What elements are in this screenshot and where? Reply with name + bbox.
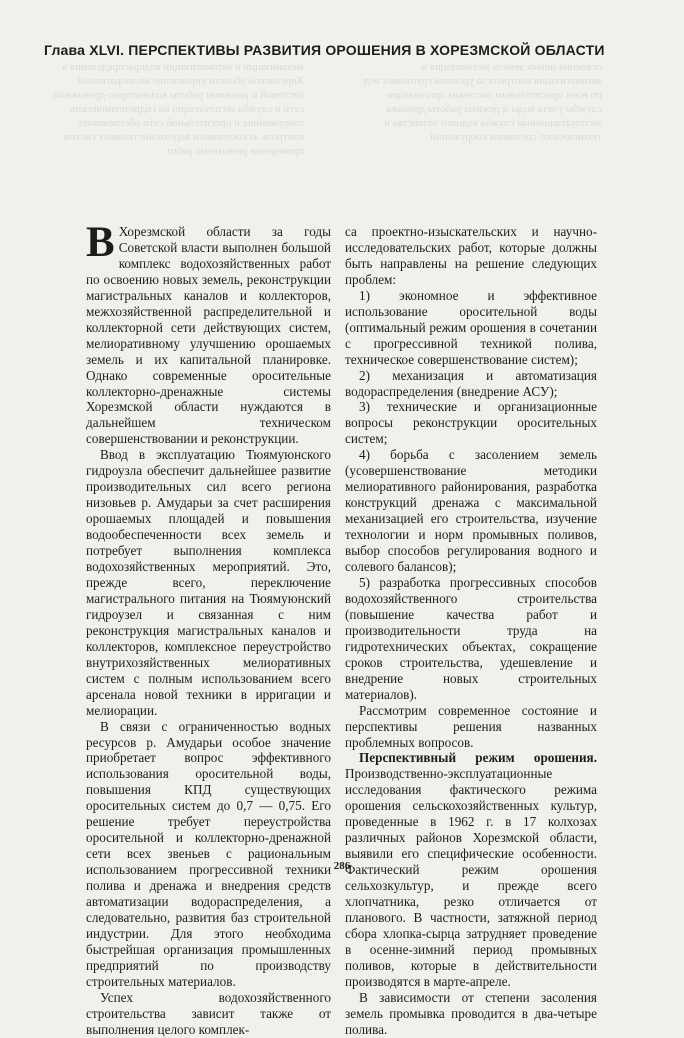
list-item-water-use: 1) экономное и эффективное использование оросительной воды (оптимальный режим орошения в сочетании с прогрессивной техникой полива, техническое совершенствование систем); xyxy=(345,287,597,367)
paragraph-water-resources: В связи с ограниченностью водных ресурсов р. Амударьи особое значение приобретает вопрос эффективного использования оросительной воды, повышения КПД существующих оросительных систем до 0,7 — 0,75. Его решение требует переустройства оросительной и коллекторно-дренажной сети всех звеньев с рациональным использованием прогрессивной техники полива и дренажа и внедрения средств автоматизации водораспределения, а следовательно, развития баз строительной индустрии. Для этого необходима быстрейшая организация промышленных предприятий по производству строительных материалов. xyxy=(86,718,331,989)
intro-paragraph-text: Хорезмской области за годы Советской власти выполнен большой комплекс водохозяйственных работ по освоению новых земель, реконструкции магистральных каналов и коллекторов, межхозяйственной распределительной и коллекторной сети действующих систем, мелиоративному улучшению орошаемых земель и их капитальной планировке. Однако современные оросительные коллекторно-дренажные системы Хорезмской области нуждаются в дальнейшем техническом совершенствовании и реконструкции. xyxy=(86,224,331,447)
irrigation-regime-text: Производственно-эксплуатационные исследования фактического режима орошения сельскохозяйственных культур, проведенные в 1962 г. в 17 колхозах различных районов Хорезмской области, выявили его специфические особенности. Фактический режим орошения сельхозкультур, и прежде всего хлопчатника, резко отличается от планового. В частности, затяжной период сбора хлопка-сырца затрудняет проведение в осенне-зимний период промывных поливов, которые в действительности производятся в марте-апреле. xyxy=(345,766,597,989)
paragraph-continuation: са проектно-изыскательских и научно-исследовательских работ, которые должны быть направлены на решение следующих проблем: xyxy=(345,224,597,287)
show-through-left: механизации и автоматизации водораспределения в Хорезмской области управление мелиоративной системой и режимом работы коллекторно-дренажной сети и служба эксплуатации на гидротехнических сооружениях и оросительной сети обеспечивает контроль за состоянием водохозяйственных систем проведение ремонтных работ xyxy=(53,61,304,157)
left-column xyxy=(86,219,331,1038)
paragraph-construction-success: Успех водохозяйственного строительства зависит также от выполнения целого комплек- xyxy=(86,989,331,1037)
intro-paragraph xyxy=(86,219,331,447)
show-through-right: освоения новых земель механизация и автоматизация контроля за уровнем грунтовых вод по всем оросительным системам организация службы учета воды и режима работы дренажа эксплуатационная служба водного хозяйства и технического состояния сооружений xyxy=(363,61,602,143)
list-item-automation: 2) механизация и автоматизация водораспределения (внедрение АСУ); xyxy=(345,367,597,399)
page-number: 286 xyxy=(333,860,351,872)
list-item-salinization: 4) борьба с засолением земель (усовершенствование методики мелиоративного районирования, разработка конструкций дренажа с максимальной механизацией его строительства, изучение технологии и норм промывных поливов, выбор способов регулирования водного и солевого балансов); xyxy=(345,447,597,575)
paragraph-tuyamuyun: Ввод в эксплуатацию Тюямуюнского гидроузла обеспечит дальнейшее развитие производительных сил всего региона низовьев р. Амударьи за счет расширения орошаемых площадей и повышения водообеспеченности всех земель и потребует выполнения комплекса водохозяйственных мероприятий. Это, прежде всего, переключение магистрального питания на Тюямуюнский гидроузел и связанная с ним реконструкция магистральных каналов и коллекторов, комплексное переустройство внутрихозяйственных мелиоративных систем с полным использованием всего арсенала новой техники в ирригации и мелиорации. xyxy=(86,447,331,718)
chapter-title: Глава XLVI. ПЕРСПЕКТИВЫ РАЗВИТИЯ ОРОШЕНИЯ В ХОРЕЗМСКОЙ ОБЛАСТИ xyxy=(44,42,605,58)
right-column xyxy=(345,224,597,1038)
list-item-construction-methods: 5) разработка прогрессивных способов водохозяйственного строительства (повышение качества работ и производительности труда на гидротехнических объектах, сокращение сроков строительства, удешевление и внедрение новых строительных материалов). xyxy=(345,574,597,702)
irrigation-regime-heading: Перспективный режим орошения. xyxy=(359,750,597,766)
list-item-reconstruction: 3) технические и организационные вопросы реконструкции оросительных систем; xyxy=(345,399,597,447)
drop-cap: В xyxy=(86,219,115,266)
paragraph-washing: В зависимости от степени засоления земель промывка проводится в два-четыре полива. xyxy=(345,989,597,1037)
paragraph-overview: Рассмотрим современное состояние и перспективы решения названных проблемных вопросов. xyxy=(345,702,597,750)
